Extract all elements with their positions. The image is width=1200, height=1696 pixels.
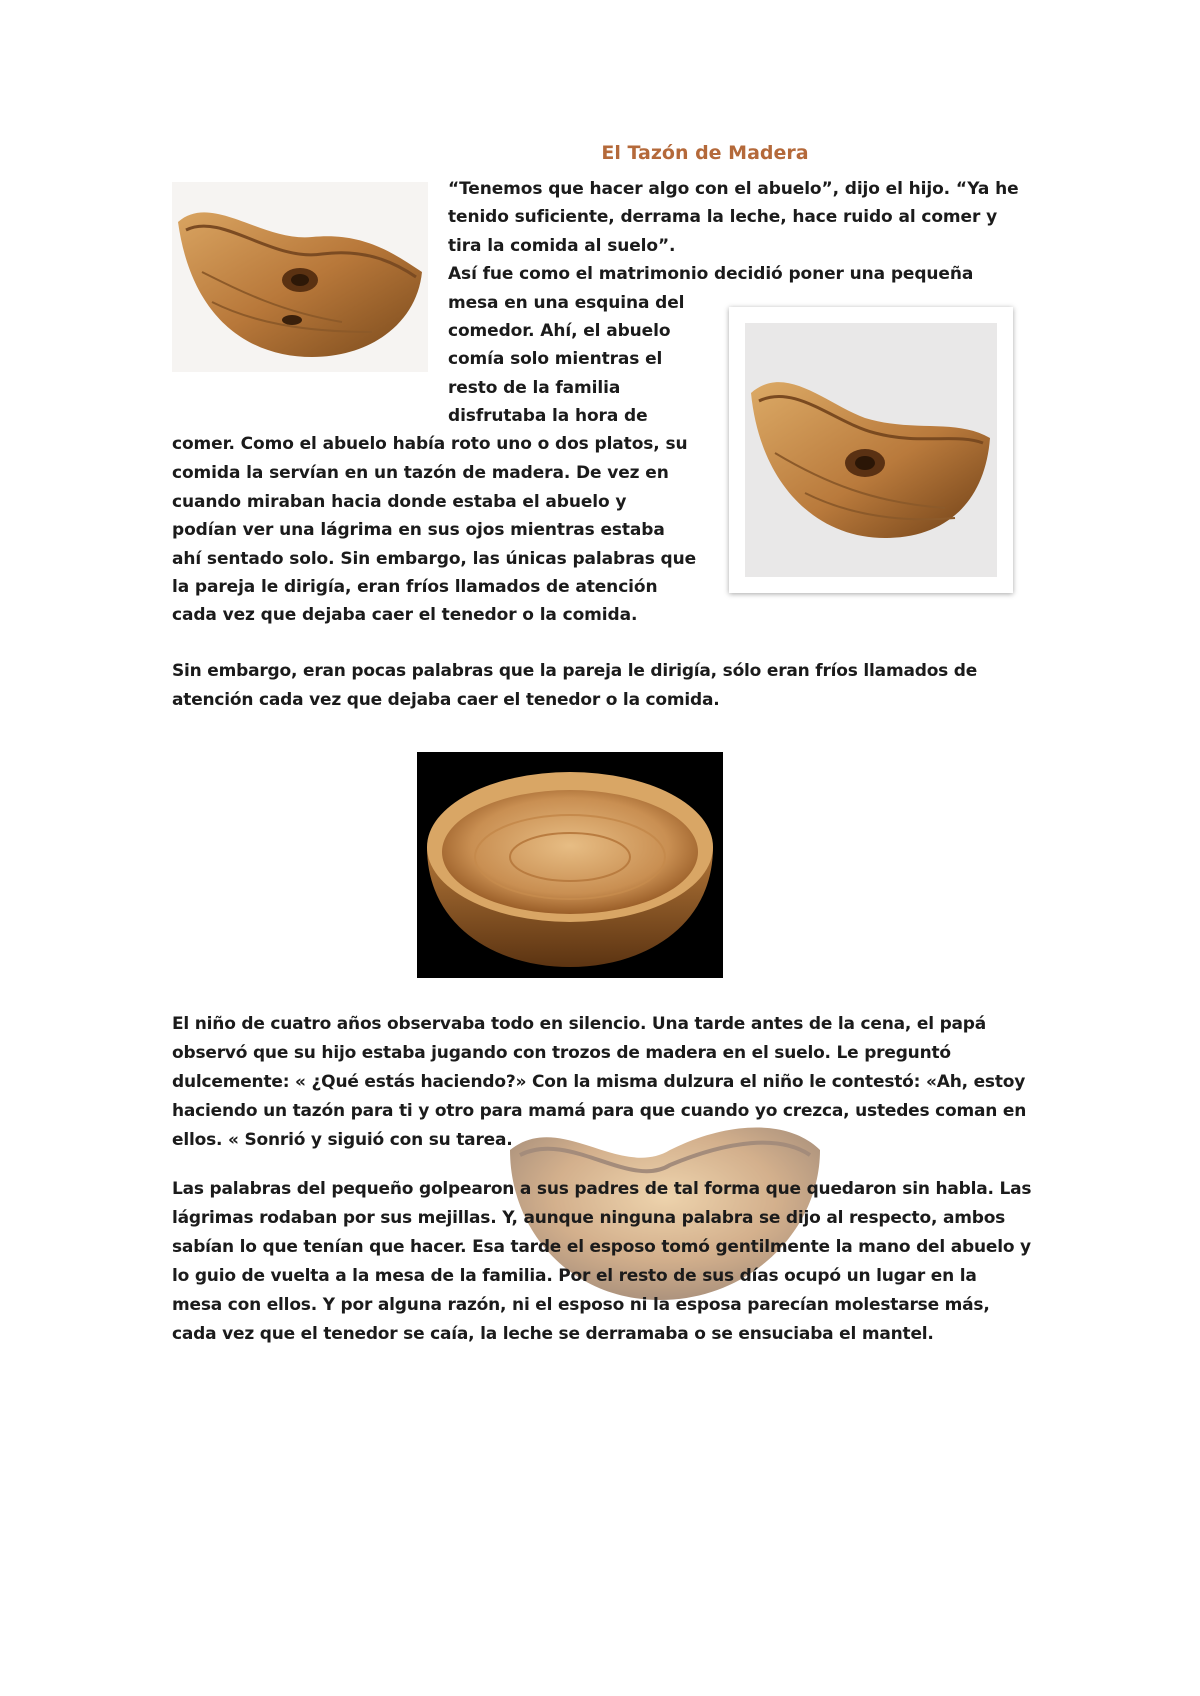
body-line: la pareja le dirigía, eran fríos llamados de atención xyxy=(172,577,658,597)
body-line: ahí sentado solo. Sin embargo, las únicas palabras que xyxy=(172,549,697,569)
intro-line: tira la comida al suelo”. xyxy=(448,236,676,256)
body-line: comida la servían en un tazón de madera. De vez en xyxy=(172,463,669,483)
intro-line: resto de la familia xyxy=(448,378,621,398)
body-line: cuando miraban hacia donde estaba el abuelo y xyxy=(172,492,627,512)
paragraph: Sin embargo, eran pocas palabras que la pareja le dirigía, sólo eran fríos llamados de atención cada vez que dejaba caer el tenedor o la comida. xyxy=(172,661,978,710)
intro-line: disfrutaba la hora de xyxy=(448,406,648,426)
wooden-bowl-framed-image xyxy=(729,307,1013,593)
wooden-bowl-image xyxy=(172,182,428,372)
body-line: podían ver una lágrima en sus ojos mientras estaba xyxy=(172,520,665,540)
intro-line: “Tenemos que hacer algo con el abuelo”, dijo el hijo. “Ya he xyxy=(448,179,1019,199)
intro-line: comía solo mientras el xyxy=(448,349,663,369)
intro-line: mesa en una esquina del xyxy=(448,293,685,313)
intro-line: Así fue como el matrimonio decidió poner una pequeña xyxy=(448,264,974,284)
body-line: cada vez que dejaba caer el tenedor o la comida. xyxy=(172,605,638,625)
paragraph: El niño de cuatro años observaba todo en silencio. Una tarde antes de la cena, el papá observó que su hijo estaba jugando con trozos de madera en el suelo. Le preguntó dulcemente: « ¿Qué estás haciendo?» Con la misma dulzura el niño le contestó: «Ah, estoy haciendo un tazón para ti y otro para mamá para que cuando yo crezca, ustedes coman en ellos. « Sonrió y siguió con su tarea. xyxy=(172,1014,1027,1150)
intro-line: comedor. Ahí, el abuelo xyxy=(448,321,671,341)
body-line: comer. Como el abuelo había roto uno o dos platos, su xyxy=(172,434,688,454)
intro-line: tenido suficiente, derrama la leche, hace ruido al comer y xyxy=(448,207,998,227)
round-wooden-bowl-image xyxy=(417,752,723,978)
paragraph: Las palabras del pequeño golpearon a sus padres de tal forma que quedaron sin habla. Las lágrimas rodaban por sus mejillas. Y, aunque ninguna palabra se dijo al respecto, ambos sabían lo que tenían que hacer. Esa tarde el esposo tomó gentilmente la mano del abuelo y lo guio de vuelta a la mesa de la familia. Por el resto de sus días ocupó un lugar en la mesa con ellos. Y por alguna razón, ni el esposo ni la esposa parecían molestarse más, cada vez que el tenedor se caía, la leche se derramaba o se ensuciaba el mantel. xyxy=(172,1179,1032,1344)
document-title: El Tazón de Madera xyxy=(601,142,809,164)
